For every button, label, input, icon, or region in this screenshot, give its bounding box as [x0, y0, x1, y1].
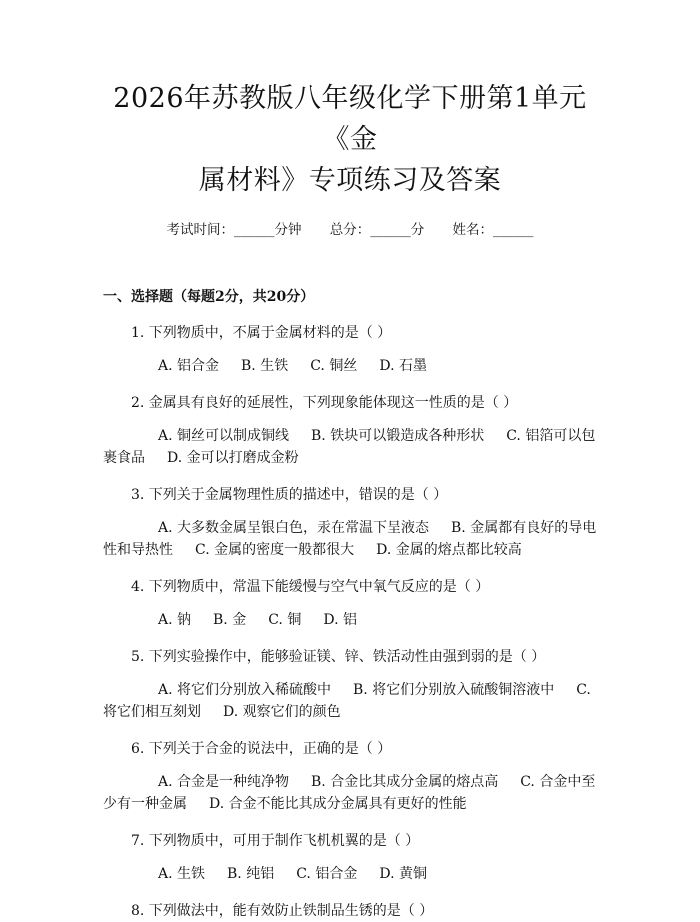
question-6 — [103, 738, 597, 815]
option-b: B. 将它们分别放入硫酸铜溶液中 — [353, 682, 555, 698]
question-stem: 7. 下列物质中，可用于制作飞机机翼的是（ ） — [131, 833, 420, 849]
option-d: D. 铝 — [323, 612, 357, 628]
title-line-2: 属材料》专项练习及答案 — [198, 165, 502, 196]
option-b: B. 生铁 — [241, 358, 289, 374]
option-c: C. 铝箔可以包裹食品 — [103, 428, 596, 466]
question-stem: 5. 下列实验操作中，能够验证镁、锌、铁活动性由强到弱的是（ ） — [131, 649, 546, 665]
option-a: A. 铜丝可以制成铜线 — [158, 428, 290, 444]
question-options — [103, 679, 597, 723]
document-title — [103, 78, 597, 201]
option-a: A. 钠 — [158, 612, 192, 628]
question-stem: 6. 下列关于合金的说法中，正确的是（ ） — [131, 741, 392, 757]
question-options — [103, 609, 597, 631]
question-2 — [103, 392, 597, 469]
question-options — [103, 355, 597, 377]
exam-time-field: 考试时间：______分钟 — [166, 222, 302, 238]
option-d: D. 石墨 — [379, 358, 427, 374]
option-b: B. 金属都有良好的导电性和导热性 — [103, 520, 597, 558]
question-1 — [103, 322, 597, 377]
question-stem: 3. 下列关于金属物理性质的描述中，错误的是（ ） — [131, 487, 448, 503]
question-stem: 8. 下列做法中，能有效防止铁制品生锈的是（ ） — [131, 903, 434, 919]
option-c: C. 将它们相互刻划 — [103, 682, 591, 720]
option-a: A. 合金是一种纯净物 — [158, 774, 290, 790]
option-c: C. 合金中至少有一种金属 — [103, 774, 596, 812]
option-d: D. 合金不能比其成分金属具有更好的性能 — [209, 796, 467, 812]
option-c: C. 铝合金 — [296, 866, 358, 882]
option-b: B. 金 — [213, 612, 247, 628]
total-score-field: 总分：______分 — [329, 222, 425, 238]
option-b: B. 合金比其成分金属的熔点高 — [311, 774, 499, 790]
option-c: C. 铜丝 — [310, 358, 358, 374]
option-c: C. 金属的密度一般都很大 — [195, 542, 355, 558]
option-d: D. 观察它们的颜色 — [223, 704, 341, 720]
option-b: B. 纯铝 — [227, 866, 275, 882]
option-a: A. 大多数金属呈银白色，汞在常温下呈液态 — [158, 520, 430, 536]
option-d: D. 黄铜 — [379, 866, 427, 882]
question-options — [103, 863, 597, 885]
question-stem: 1. 下列物质中，不属于金属材料的是（ ） — [131, 325, 392, 341]
question-options — [103, 425, 597, 469]
question-3 — [103, 484, 597, 561]
title-line-1: 2026年苏教版八年级化学下册第1单元《金 — [113, 83, 587, 155]
exam-info — [103, 220, 597, 240]
option-a: A. 生铁 — [158, 866, 206, 882]
question-options — [103, 771, 597, 815]
option-a: A. 将它们分别放入稀硫酸中 — [158, 682, 332, 698]
option-d: D. 金可以打磨成金粉 — [167, 450, 299, 466]
option-c: C. 铜 — [268, 612, 302, 628]
option-d: D. 金属的熔点都比较高 — [376, 542, 522, 558]
question-5 — [103, 646, 597, 723]
question-options — [103, 517, 597, 561]
student-name-field: 姓名：______ — [452, 222, 534, 238]
option-b: B. 铁块可以锻造成各种形状 — [311, 428, 485, 444]
question-8 — [103, 900, 597, 922]
option-a: A. 铝合金 — [158, 358, 220, 374]
question-stem: 2. 金属具有良好的延展性，下列现象能体现这一性质的是（ ） — [131, 395, 518, 411]
question-4 — [103, 576, 597, 631]
section-title: 一、选择题（每题2分，共20分） — [103, 289, 315, 305]
question-stem: 4. 下列物质中，常温下能缓慢与空气中氧气反应的是（ ） — [131, 579, 490, 595]
question-7 — [103, 830, 597, 885]
